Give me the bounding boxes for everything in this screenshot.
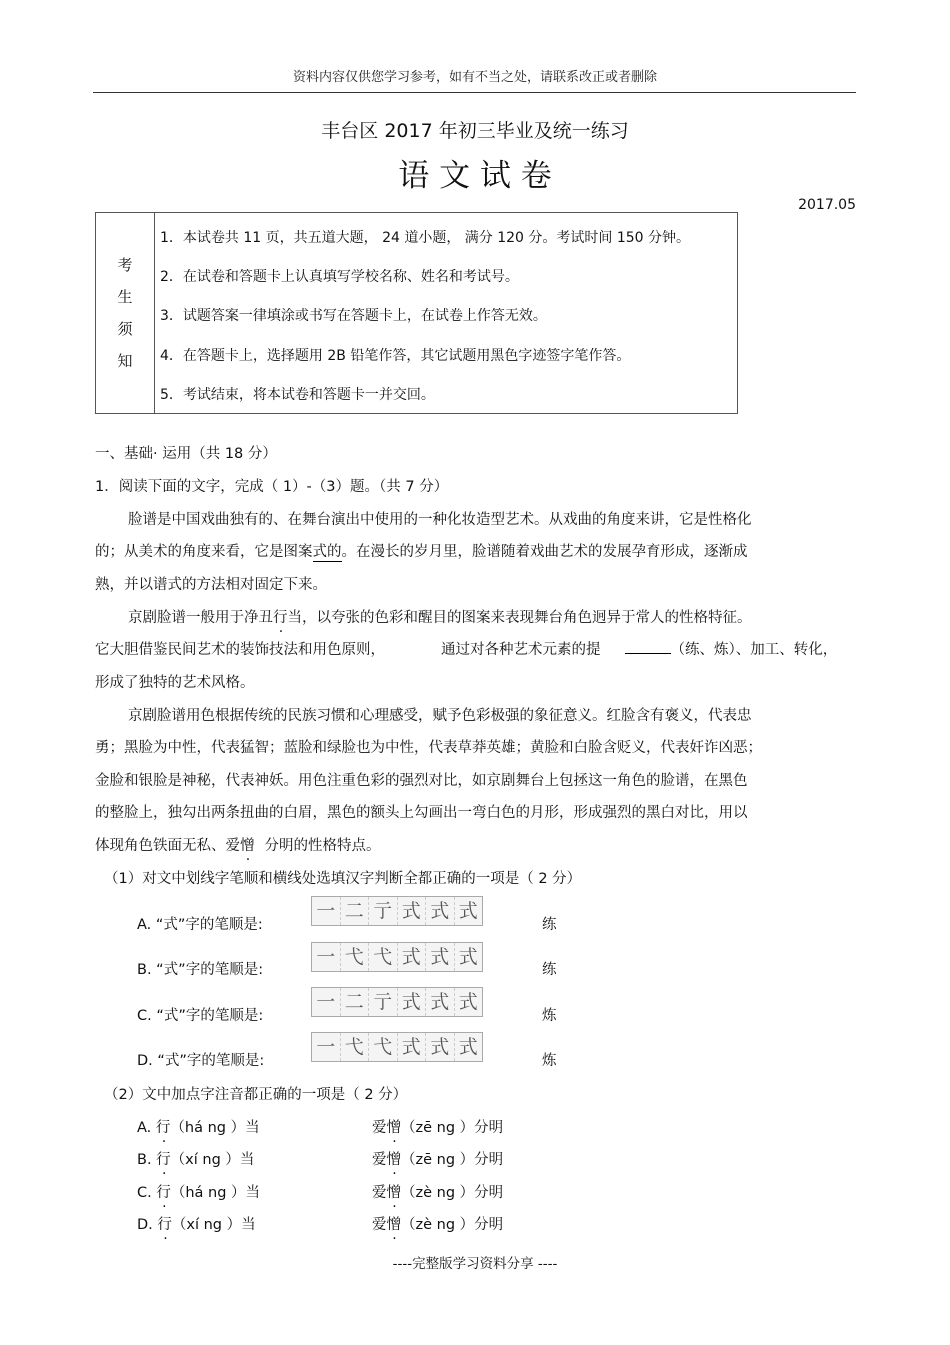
dotted-char: 行 <box>273 610 288 626</box>
passage-line: 的整脸上，独勾出两条扭曲的白眉，黑色的额头上勾画出一弯白色的月形，形成强烈的黑白对比，用以 <box>95 805 748 821</box>
notice-side-char: 须 <box>117 320 133 338</box>
pinyin-option: C. 行（há ng ）当 <box>137 1185 261 1201</box>
option-char: 练 <box>542 917 557 933</box>
pinyin-option: 爱憎（zē ng ）分明 <box>372 1152 504 1168</box>
passage-line: 体现角色铁面无私、爱憎 分明的性格特点。 <box>95 838 381 854</box>
option-c-label: C. “式”字的笔顺是: <box>137 1008 264 1024</box>
pinyin-option: A. 行（há ng ）当 <box>137 1120 260 1136</box>
passage-line: 的；从美术的角度来看，它是图案式的。在漫长的岁月里，脸谱随着戏曲艺术的发展孕育形成，逐渐成 <box>95 540 748 562</box>
passage-line: 它大胆借鉴民间艺术的装饰技法和用色原则， 通过对各种艺术元素的提 （练、炼）、加工、转化， <box>95 638 837 659</box>
notice-side-label <box>96 213 155 413</box>
option-b-label: B. “式”字的笔顺是: <box>137 962 264 978</box>
question-1: 1．阅读下面的文字，完成（ 1）-（3）题。（共 7 分） <box>95 479 449 495</box>
header-note: 资料内容仅供您学习参考，如有不当之处，请联系改正或者删除 <box>292 70 657 85</box>
stroke-order-image: 一 弋 弋 式 式 式 <box>311 942 483 972</box>
option-a-label: A. “式”字的笔顺是: <box>137 917 263 933</box>
passage-line: 金脸和银脸是神秘，代表神妖。用色注重色彩的强烈对比，如京剧舞台上包拯这一角色的脸谱，在黑色 <box>95 773 748 789</box>
option-char: 练 <box>542 962 557 978</box>
pinyin-option: 爱憎（zè ng ）分明 <box>372 1217 504 1233</box>
passage-line: 京剧脸谱用色根据传统的民族习惯和心理感受，赋予色彩极强的象征意义。红脸含有褒义，代表忠 <box>128 708 752 724</box>
subquestion-1: （1）对文中划线字笔顺和横线处选填汉字判断全都正确的一项是（ 2 分） <box>104 871 582 887</box>
passage-line: 形成了独特的艺术风格。 <box>95 675 255 691</box>
notice-side-char: 考 <box>117 256 133 274</box>
notice-side-char: 知 <box>117 352 133 370</box>
notice-line: 3．试题答案一律填涂或书写在答题卡上，在试卷上作答无效。 <box>160 308 547 324</box>
exam-notice-box <box>95 212 738 414</box>
pinyin-option: 爱憎（zè ng ）分明 <box>372 1185 504 1201</box>
notice-side-char: 生 <box>117 288 133 306</box>
stroke-order-image: 一 二 亍 式 式 式 <box>311 987 483 1017</box>
header-rule <box>93 92 856 93</box>
option-char: 炼 <box>542 1008 557 1024</box>
exam-date: 2017.05 <box>798 197 856 213</box>
pinyin-option: D. 行（xí ng ）当 <box>137 1217 256 1233</box>
notice-line: 1．本试卷共 11 页，共五道大题， 24 道小题， 满分 120 分。考试时间 150 分钟。 <box>160 230 691 246</box>
underlined-word: 式的 <box>313 540 342 562</box>
section-heading: 一、基础· 运用（共 18 分） <box>95 446 277 462</box>
passage-line: 脸谱是中国戏曲独有的、在舞台演出中使用的一种化妆造型艺术。从戏曲的角度来讲，它是性格化 <box>128 512 752 528</box>
passage-line: 京剧脸谱一般用于净丑行当，以夸张的色彩和醒目的图案来表现舞台角色迥异于常人的性格特征。 <box>128 610 752 626</box>
pinyin-option: B. 行（xí ng ）当 <box>137 1152 255 1168</box>
subject-title: 语 文 试 卷 <box>398 158 552 194</box>
stroke-order-image: 一 二 亍 式 式 式 <box>311 896 483 926</box>
notice-line: 2．在试卷和答题卡上认真填写学校名称、姓名和考试号。 <box>160 269 519 285</box>
notice-line: 4．在答题卡上，选择题用 2B 铅笔作答，其它试题用黑色字迹签字笔作答。 <box>160 348 631 364</box>
passage-line: 熟，并以谱式的方法相对固定下来。 <box>95 577 327 593</box>
subquestion-2: （2）文中加点字注音都正确的一项是（ 2 分） <box>104 1087 408 1103</box>
fill-blank <box>625 639 671 654</box>
pinyin-option: 爱憎（zē ng ）分明 <box>372 1120 504 1136</box>
stroke-order-image: 一 弋 弋 式 式 式 <box>311 1032 483 1062</box>
footer-note: ----完整版学习资料分享 ---- <box>392 1256 558 1272</box>
option-char: 炼 <box>542 1053 557 1069</box>
exam-title: 丰台区 2017 年初三毕业及统一练习 <box>321 120 629 142</box>
option-d-label: D. “式”字的笔顺是: <box>137 1053 265 1069</box>
passage-line: 勇；黑脸为中性，代表猛智；蓝脸和绿脸也为中性，代表草莽英雄；黄脸和白脸含贬义，代表奸诈凶恶； <box>95 740 762 756</box>
notice-line: 5．考试结束，将本试卷和答题卡一并交回。 <box>160 387 435 403</box>
dotted-char: 憎 <box>240 838 255 854</box>
